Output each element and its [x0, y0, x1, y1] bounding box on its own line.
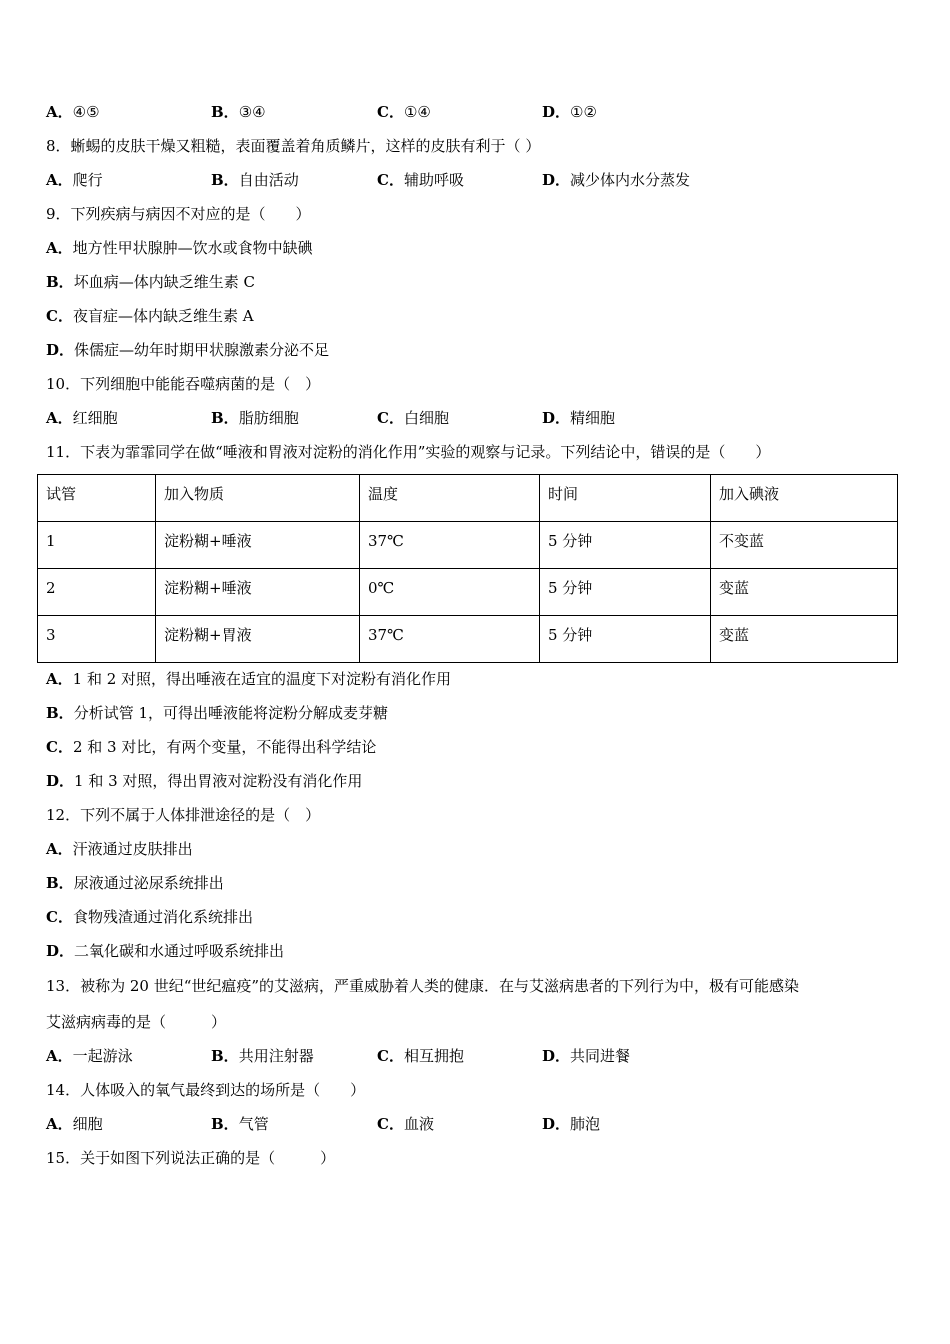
q7-option-d: D．①② — [542, 103, 597, 121]
table-header-cell: 加入物质 — [156, 475, 360, 522]
option-letter: A． — [46, 1115, 73, 1133]
table-cell: 不变蓝 — [711, 522, 898, 569]
q11-option-d: D．1 和 3 对照，得出胃液对淀粉没有消化作用 — [46, 772, 363, 790]
option-letter: B． — [211, 171, 239, 189]
q12-option-c: C．食物残渣通过消化系统排出 — [46, 908, 253, 926]
option-letter: A． — [46, 239, 73, 257]
q11-stem: 11．下表为霏霏同学在做“唾液和胃液对淀粉的消化作用”实验的观察与记录。下列结论中，错误的是（ ） — [46, 443, 771, 461]
option-letter: D． — [542, 171, 571, 189]
q11-option-a: A．1 和 2 对照，得出唾液在适宜的温度下对淀粉有消化作用 — [46, 670, 452, 688]
table-cell: 37℃ — [360, 616, 540, 663]
q10-option-a: A．红细胞 — [46, 409, 118, 427]
option-letter: D． — [542, 103, 571, 121]
table-cell: 37℃ — [360, 522, 540, 569]
option-letter: B． — [211, 1115, 239, 1133]
q8-option-c: C．辅助呼吸 — [377, 171, 464, 189]
table-cell: 变蓝 — [711, 616, 898, 663]
table-cell: 淀粉糊+胃液 — [156, 616, 360, 663]
option-letter: B． — [211, 409, 239, 427]
experiment-table — [37, 474, 898, 663]
table-cell: 5 分钟 — [540, 522, 711, 569]
q14-option-c: C．血液 — [377, 1115, 434, 1133]
option-letter: B． — [46, 874, 74, 892]
q14-option-d: D．肺泡 — [542, 1115, 601, 1133]
table-cell: 2 — [38, 569, 156, 616]
q13-option-d: D．共同进餐 — [542, 1047, 631, 1065]
option-letter: C． — [377, 1047, 404, 1065]
option-letter: D． — [46, 942, 75, 960]
option-letter: C． — [46, 738, 73, 756]
table-header-cell: 加入碘液 — [711, 475, 898, 522]
table-header-cell: 时间 — [540, 475, 711, 522]
q14-options — [46, 1114, 906, 1134]
q13-option-c: C．相互拥抱 — [377, 1047, 464, 1065]
q9-stem: 9．下列疾病与病因不对应的是（ ） — [46, 205, 311, 223]
option-letter: A． — [46, 409, 73, 427]
table-header-cell: 试管 — [38, 475, 156, 522]
option-letter: C． — [46, 908, 73, 926]
table-cell: 0℃ — [360, 569, 540, 616]
q9-option-d: D．侏儒症—幼年时期甲状腺激素分泌不足 — [46, 341, 330, 359]
option-letter: C． — [377, 1115, 404, 1133]
table-header-cell: 温度 — [360, 475, 540, 522]
option-letter: C． — [377, 171, 404, 189]
q7-option-a: A．④⑤ — [46, 103, 100, 121]
option-letter: A． — [46, 840, 73, 858]
table-cell: 淀粉糊+唾液 — [156, 522, 360, 569]
option-letter: B． — [211, 103, 239, 121]
table-cell: 5 分钟 — [540, 616, 711, 663]
q7-options — [46, 102, 906, 122]
q14-option-a: A．细胞 — [46, 1115, 103, 1133]
table-cell: 1 — [38, 522, 156, 569]
q9-option-a: A．地方性甲状腺肿—饮水或食物中缺碘 — [46, 239, 313, 257]
option-letter: A． — [46, 171, 73, 189]
q15-stem: 15．关于如图下列说法正确的是（ ） — [46, 1149, 336, 1167]
q12-stem: 12．下列不属于人体排泄途径的是（ ） — [46, 806, 321, 824]
option-letter: D． — [46, 341, 75, 359]
option-letter: D． — [542, 409, 571, 427]
q10-stem: 10．下列细胞中能能吞噬病菌的是（ ） — [46, 375, 321, 393]
q13-option-b: B．共用注射器 — [211, 1047, 314, 1065]
q8-option-d: D．减少体内水分蒸发 — [542, 171, 691, 189]
q11-option-b: B．分析试管 1，可得出唾液能将淀粉分解成麦芽糖 — [46, 704, 389, 722]
q14-option-b: B．气管 — [211, 1115, 269, 1133]
table-row — [38, 522, 898, 569]
q7-option-c: C．①④ — [377, 103, 431, 121]
option-letter: A． — [46, 670, 73, 688]
table-header-row — [38, 475, 898, 522]
q14-stem: 14．人体吸入的氧气最终到达的场所是（ ） — [46, 1081, 366, 1099]
table-cell: 变蓝 — [711, 569, 898, 616]
q12-option-d: D．二氧化碳和水通过呼吸系统排出 — [46, 942, 285, 960]
q8-stem: 8．蜥蜴的皮肤干燥又粗糙，表面覆盖着角质鳞片，这样的皮肤有利于（ ） — [46, 137, 541, 155]
option-letter: B． — [46, 704, 74, 722]
q8-option-b: B．自由活动 — [211, 171, 299, 189]
q13-stem-line1: 13．被称为 20 世纪“世纪瘟疫”的艾滋病，严重威胁着人类的健康．在与艾滋病患者的下列行为中，极有可能感染 — [46, 977, 800, 995]
q13-option-a: A．一起游泳 — [46, 1047, 133, 1065]
q12-option-b: B．尿液通过泌尿系统排出 — [46, 874, 224, 892]
option-letter: B． — [211, 1047, 239, 1065]
table-cell: 淀粉糊+唾液 — [156, 569, 360, 616]
table-cell: 5 分钟 — [540, 569, 711, 616]
option-letter: D． — [46, 772, 75, 790]
option-letter: D． — [542, 1047, 571, 1065]
q10-option-b: B．脂肪细胞 — [211, 409, 299, 427]
option-letter: C． — [46, 307, 73, 325]
option-letter: C． — [377, 409, 404, 427]
q12-option-a: A．汗液通过皮肤排出 — [46, 840, 193, 858]
table-cell: 3 — [38, 616, 156, 663]
q8-option-a: A．爬行 — [46, 171, 103, 189]
option-letter: B． — [46, 273, 74, 291]
q11-option-c: C．2 和 3 对比，有两个变量，不能得出科学结论 — [46, 738, 377, 756]
table-row — [38, 569, 898, 616]
q10-option-c: C．白细胞 — [377, 409, 449, 427]
q13-options — [46, 1046, 906, 1066]
table-row — [38, 616, 898, 663]
option-letter: A． — [46, 1047, 73, 1065]
q9-option-b: B．坏血病—体内缺乏维生素 C — [46, 273, 255, 291]
option-letter: A． — [46, 103, 73, 121]
q10-option-d: D．精细胞 — [542, 409, 616, 427]
option-letter: C． — [377, 103, 404, 121]
q9-option-c: C．夜盲症—体内缺乏维生素 A — [46, 307, 254, 325]
q13-stem-line2: 艾滋病病毒的是（ ） — [46, 1013, 227, 1031]
q10-options — [46, 408, 906, 428]
option-letter: D． — [542, 1115, 571, 1133]
q7-option-b: B．③④ — [211, 103, 266, 121]
q8-options — [46, 170, 906, 190]
